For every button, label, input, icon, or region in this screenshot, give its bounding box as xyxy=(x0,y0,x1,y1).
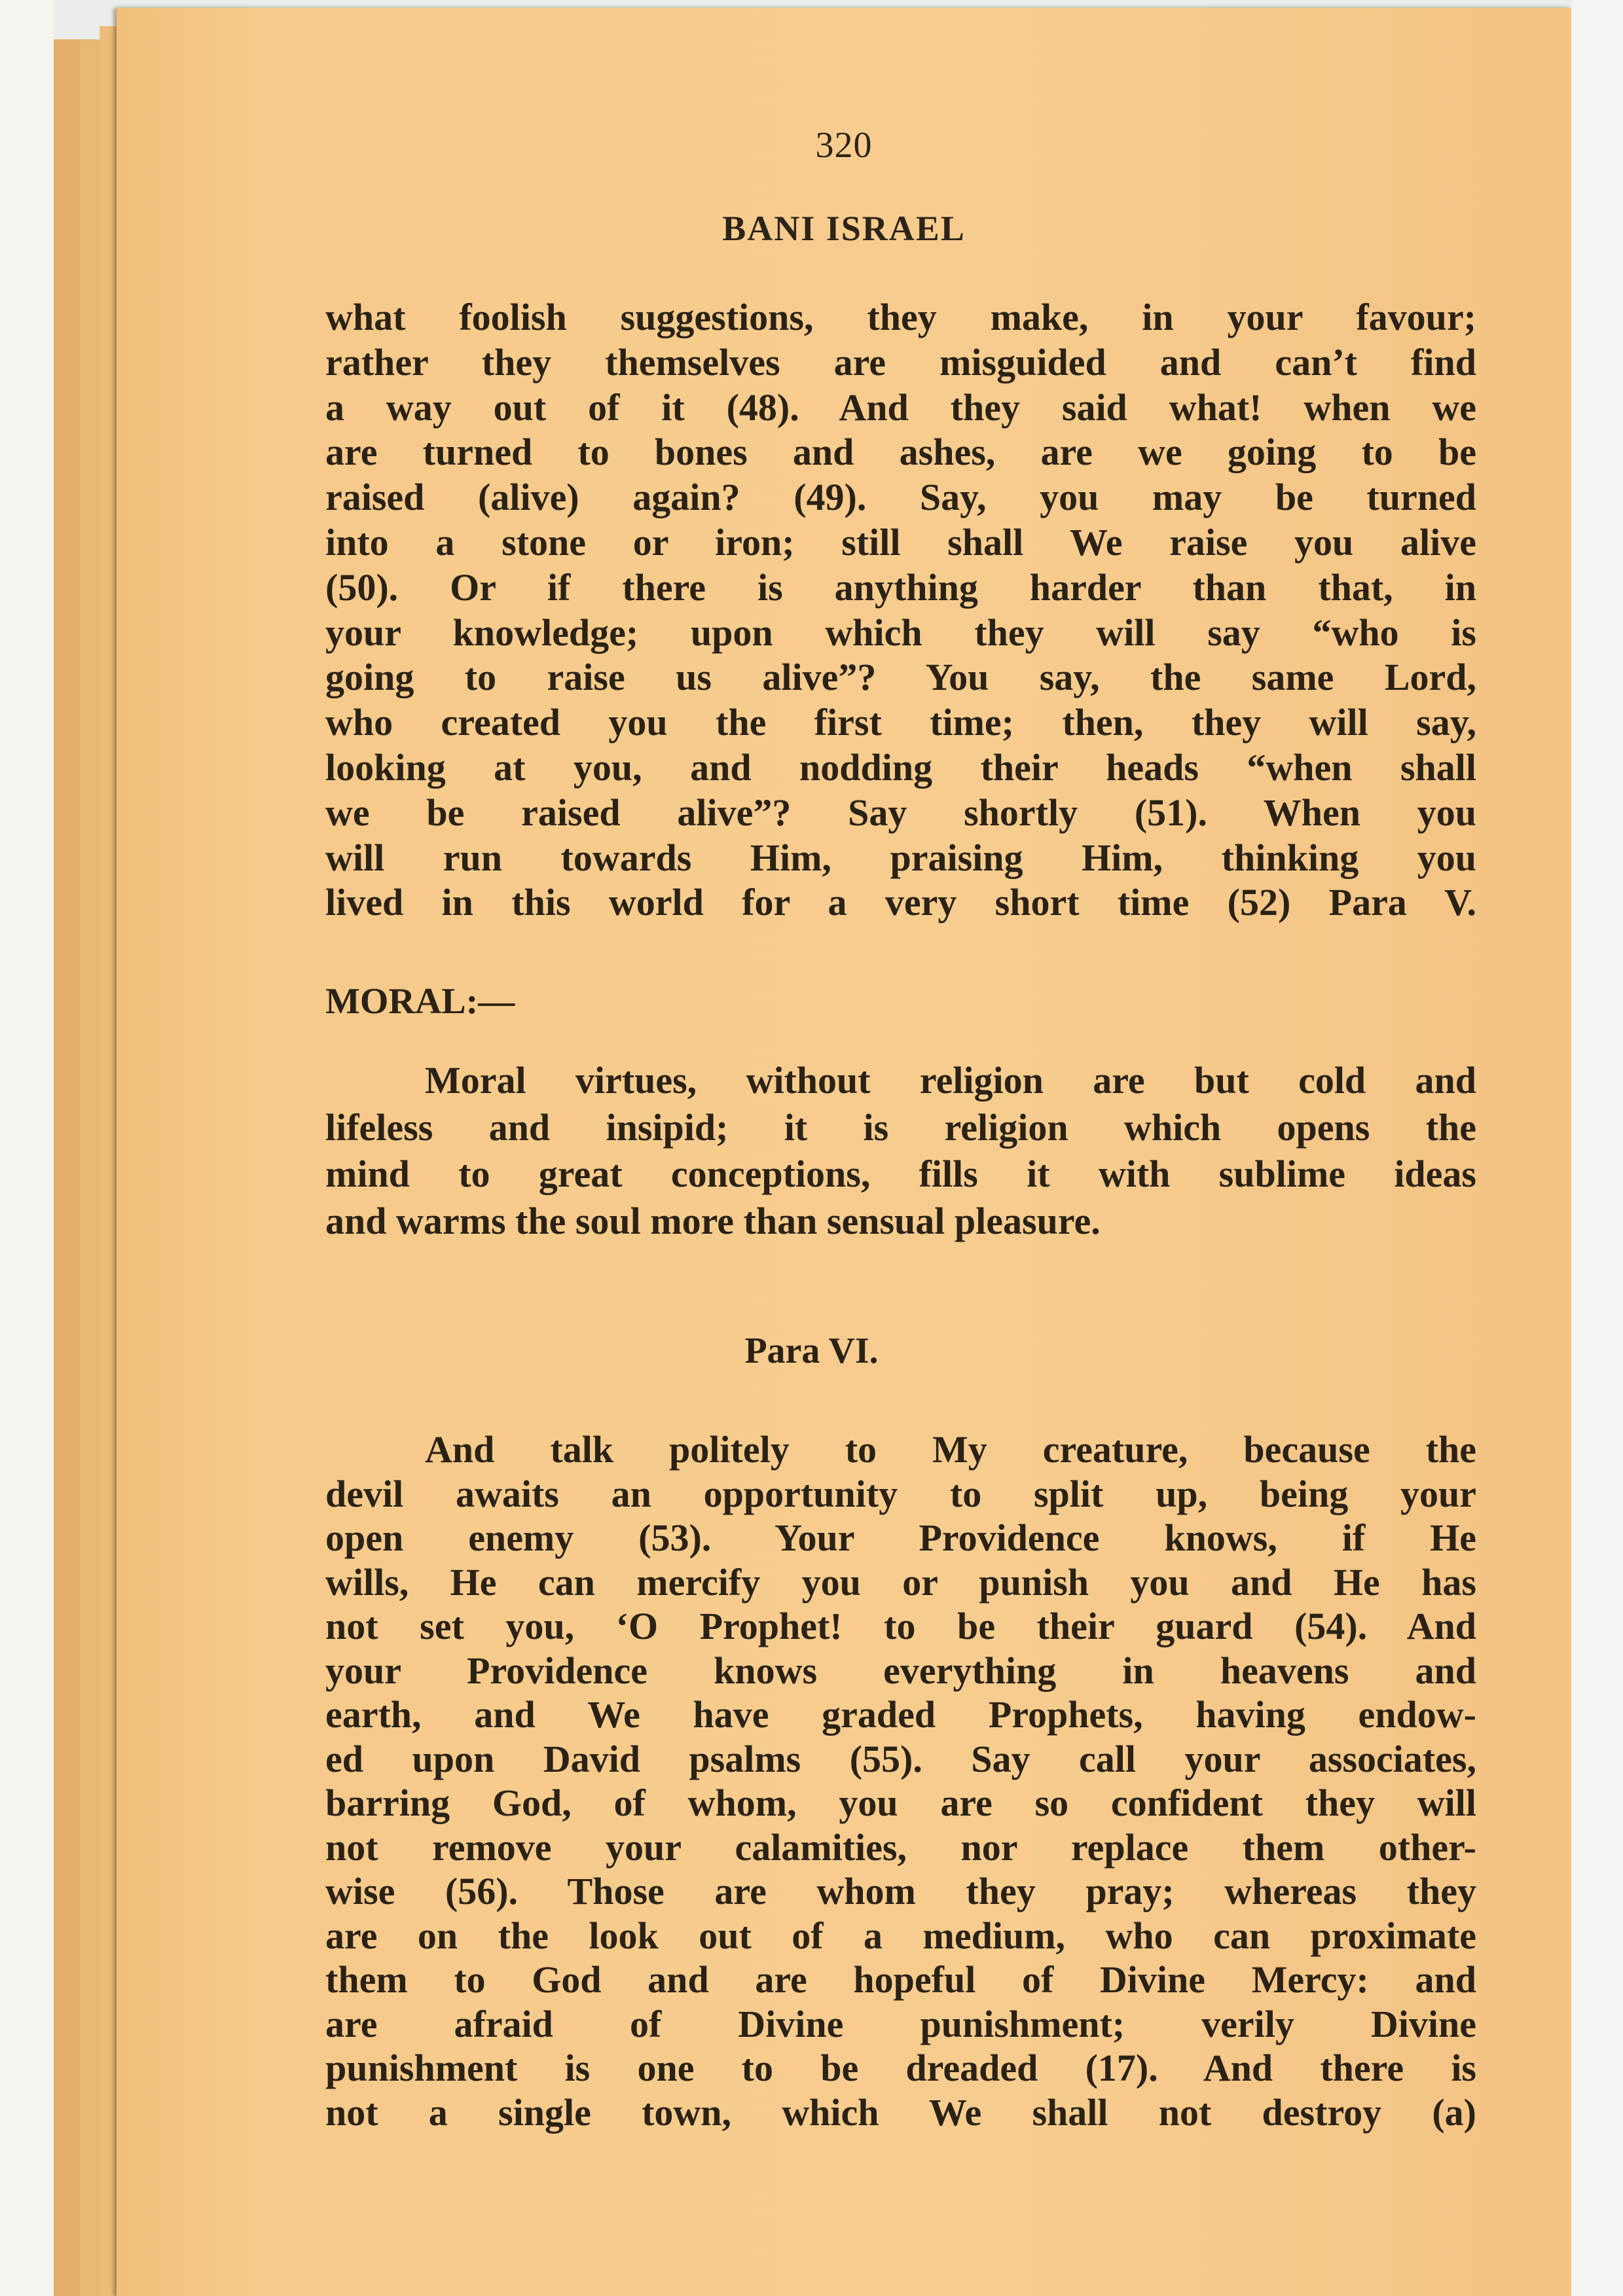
text-line: a way out of it (48). And they said what! when we xyxy=(325,386,1476,429)
text-line: mind to great conceptions, fills it with sublime ideas xyxy=(325,1153,1476,1195)
text-line: wills, He can mercify you or punish you and He has xyxy=(325,1560,1476,1604)
text-line: going to raise us alive”? You say, the same Lord, xyxy=(325,656,1476,699)
text-line: devil awaits an opportunity to split up, being your xyxy=(325,1472,1476,1515)
page-number: 320 xyxy=(815,125,873,166)
text-line: barring God, of whom, you are so confident they will xyxy=(325,1782,1476,1824)
text-line: lived in this world for a very short time (52) Para V. xyxy=(325,881,1476,924)
text-line: raised (alive) again? (49). Say, you may be turned xyxy=(325,476,1476,519)
para-heading: Para VI. xyxy=(744,1331,879,1371)
text-line: we be raised alive”? Say shortly (51). When you xyxy=(325,791,1476,834)
text-line: are on the look out of a medium, who can proximate xyxy=(325,1914,1476,1957)
text-line: Moral virtues, without religion are but cold and xyxy=(425,1059,1476,1102)
text-line: are turned to bones and ashes, are we going to be xyxy=(325,431,1476,474)
moral-heading: MORAL:— xyxy=(325,981,515,1022)
text-line: what foolish suggestions, they make, in your favour; xyxy=(325,296,1476,338)
text-line: not a single town, which We shall not destroy (a) xyxy=(325,2090,1476,2134)
text-line: who created you the first time; then, they will say, xyxy=(325,701,1476,744)
text-line: will run towards Him, praising Him, thinking you xyxy=(325,836,1476,879)
text-line: lifeless and insipid; it is religion which opens the xyxy=(325,1105,1476,1149)
text-line: earth, and We have graded Prophets, having endow- xyxy=(325,1693,1476,1736)
running-head: BANI ISRAEL xyxy=(722,209,966,248)
text-line: And talk politely to My creature, because the xyxy=(425,1428,1476,1471)
text-line: and warms the soul more than sensual pleasure. xyxy=(325,1199,1101,1242)
text-line: (50). Or if there is anything harder than that, in xyxy=(325,565,1476,609)
text-line: them to God and are hopeful of Divine Mercy: and xyxy=(325,1958,1476,2001)
text-line: ed upon David psalms (55). Say call your associates, xyxy=(325,1737,1476,1780)
text-line: your Providence knows everything in heavens and xyxy=(325,1649,1476,1692)
text-line: are afraid of Divine punishment; verily Divine xyxy=(325,2002,1476,2045)
text-line: wise (56). Those are whom they pray; whereas they xyxy=(325,1870,1476,1912)
text-line: rather they themselves are misguided and can’t find xyxy=(325,340,1476,384)
text-line: into a stone or iron; still shall We raise you alive xyxy=(325,521,1476,564)
text-line: your knowledge; upon which they will say “who is xyxy=(325,611,1476,654)
text-line: looking at you, and nodding their heads “when shall xyxy=(325,746,1476,789)
text-line: not set you, ‘O Prophet! to be their guard (54). And xyxy=(325,1605,1476,1647)
text-line: open enemy (53). Your Providence knows, if He xyxy=(325,1516,1476,1559)
text-line: punishment is one to be dreaded (17). And there is xyxy=(325,2047,1476,2089)
text-line: not remove your calamities, nor replace them other- xyxy=(325,1825,1476,1869)
